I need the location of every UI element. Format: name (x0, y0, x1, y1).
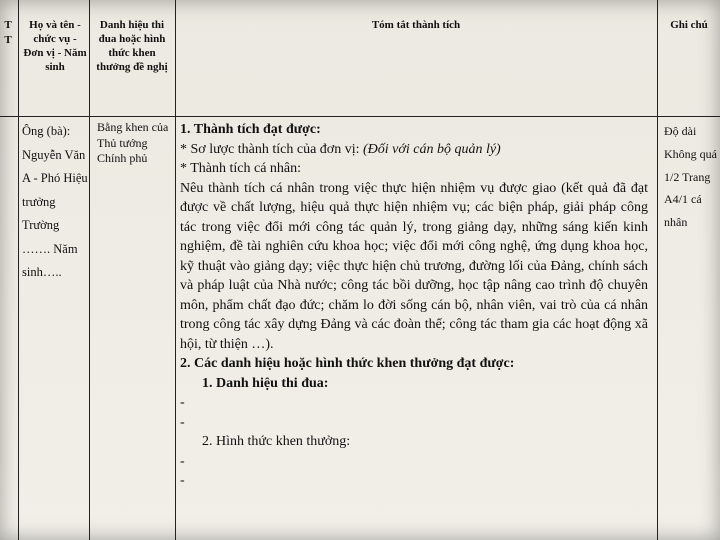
header-tt: T T (4, 19, 12, 46)
row-name: Ông (bà): Nguyễn Văn A - Phó Hiệu trưởng Trường ……. Năm sinh….. (22, 124, 88, 279)
dash-item: - (180, 414, 185, 430)
section-2-heading: 2. Các danh hiệu hoặc hình thức khen thưởng đạt được: (180, 356, 515, 371)
column-divider (89, 0, 90, 540)
header-summary: Tóm tắt thành tích (371, 19, 461, 31)
dash-item: - (180, 473, 185, 488)
column-divider (657, 0, 658, 540)
unit-achievement-line (180, 140, 648, 160)
dash-item: - (180, 453, 185, 469)
row-summary (180, 120, 648, 491)
unit-achievement-note: (Đối với cán bộ quản lý) (363, 141, 501, 157)
reward-form-heading: 2. Hình thức khen thưởng: (202, 434, 351, 449)
personal-achievement-text: Nêu thành tích cá nhân trong việc thực hiện nhiệm vụ được giao (kết quả đã đạt được về chất lượng, hiệu quả thực hiện nhiệm vụ; các biện pháp, giải pháp công tác trong việc đổi mới công tác quản lý, trong giảng dạy, những sáng kiến kinh nghiệm, đề tài nghiên cứu khoa học; việc đổi mới công nghệ, ứng dụng khoa học, kỹ thuật vào giảng dạy; việc thực hiện chủ trương, đường lối của Đảng, chính sách và pháp luật của Nhà nước; công tác bồi dưỡng, học tập nâng cao trình độ chuyên môn, phẩm chất đạo đức; chăm lo đời sống cán bộ, nhân viên, vai trò của cá nhân trong công tác xây dựng Đảng và các đoàn thể; công tác tham gia các hoạt động xã hội, từ thiện …). (180, 180, 648, 352)
column-divider (18, 0, 19, 540)
unit-achievement-label: * Sơ lược thành tích của đơn vị: (180, 141, 363, 157)
header-name: Họ và tên - chức vụ - Đơn vị - Năm sinh (23, 19, 87, 73)
header-divider (0, 116, 720, 117)
column-divider (175, 0, 176, 540)
row-award: Bằng khen của Thủ tướng Chính phủ (97, 120, 169, 165)
row-note: Độ dài Không quá 1/2 Trang A4/1 cá nhân (664, 124, 717, 230)
header-award: Danh hiệu thi đua hoặc hình thức khen thưởng đề nghị (96, 19, 168, 73)
emulation-title-heading: 1. Danh hiệu thi đua: (202, 375, 329, 391)
personal-achievement-label: * Thành tích cá nhân: (180, 161, 302, 176)
header-note: Ghi chú (670, 19, 708, 31)
dash-item: - (180, 395, 185, 410)
section-1-heading: 1. Thành tích đạt được: (180, 122, 321, 137)
